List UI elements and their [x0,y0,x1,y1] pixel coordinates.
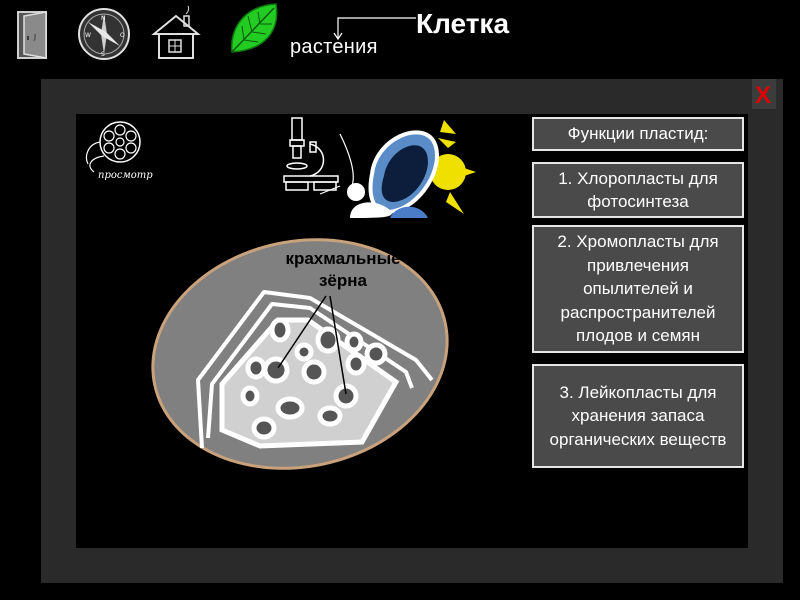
light-bulb-icon [347,183,365,201]
chloroplast-icon [350,132,437,218]
top-bar [0,0,800,72]
breadcrumb-subtitle[interactable]: растения [290,36,378,58]
house-icon[interactable] [150,4,202,62]
svg-text:O: O [120,32,125,39]
starch-grains-label: крахмальные зёрна [285,249,401,290]
function-item-chromoplasts[interactable]: 2. Хромопласты для привлечения опылителей и распространителей плодов и семян [532,225,744,353]
functions-title: Функции пластид: [532,117,744,151]
light-ray [340,134,353,186]
function-item-chloroplasts[interactable]: 1. Хлоропласты для фотосинтеза [532,162,744,218]
svg-text:X: X [755,82,772,109]
microscope-illustration [280,114,490,218]
svg-text:N: N [101,15,106,22]
door-icon[interactable] [12,6,54,62]
page-title: Клетка [416,8,510,39]
leaf-icon[interactable] [226,0,284,56]
close-button[interactable] [752,79,776,109]
microscope-icon [284,118,338,190]
svg-text:W: W [85,32,91,39]
close-icon [752,79,776,109]
compass-icon[interactable] [76,6,132,62]
function-item-leucoplasts[interactable]: 3. Лейкопласты для хранения запаса органических веществ [532,364,744,468]
view-label: просмотр [98,170,153,181]
svg-text:S: S [101,51,105,58]
svg-text:J: J [34,33,37,41]
film-reel-icon [80,118,150,178]
